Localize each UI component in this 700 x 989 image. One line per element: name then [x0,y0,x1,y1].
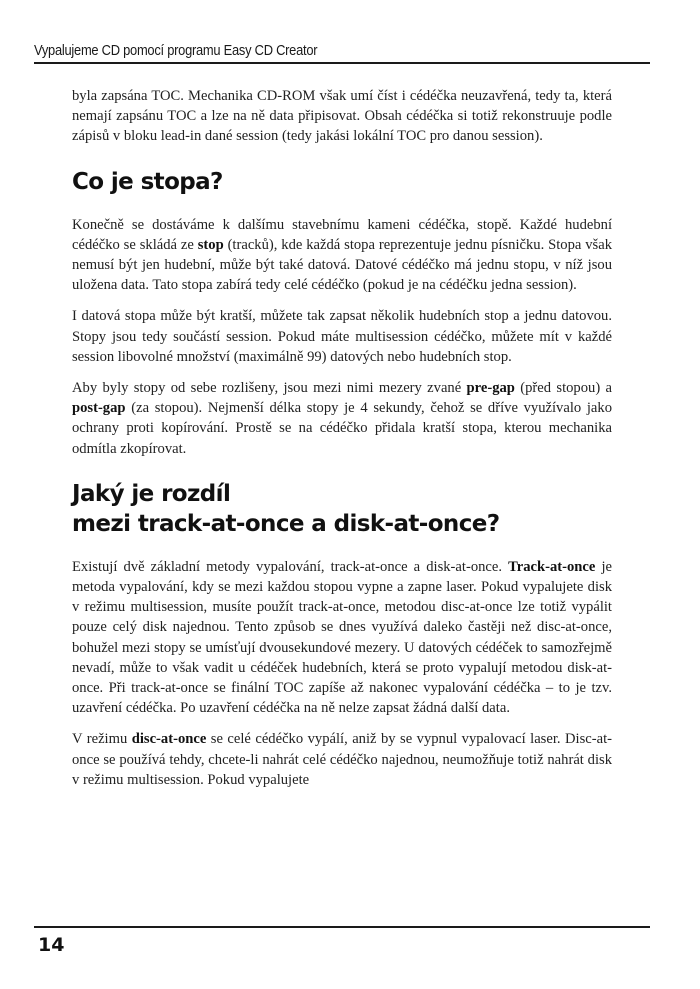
text-run: V režimu [72,731,132,748]
section-heading: Co je stopa? [72,168,223,195]
text-run: Konečně se dostáváme k dalšímu stavebnímu kameni cédéčka, stopě. Každé hudební cédéčko se skládá ze [72,216,612,253]
text-run: Existují dvě základní metody vypalování, track-at-once a disk-at-once. [72,558,509,575]
bold-term: post-gap [72,400,126,417]
paragraph: byla zapsána TOC. Mechanika CD-ROM však umí číst i cédéčka neuzavřená, tedy ta, která nemají zapsánu TOC a lze na ně data připisovat. Obsah cédéčka si totiž rekonstruuje podle zápisů v bloku lead-in dané session (tedy jakási lokální TOC pro danou session). [72,88,612,145]
section-heading [72,479,612,539]
bold-term: disc-at-once [131,731,207,748]
bold-term: Track-at-once [508,558,596,575]
paragraph [72,378,612,459]
text-run: se celé cédéčko vypálí, aniž by se vypnul vypalovací laser. Disc-at-once se používá tehdy, chcete-li nahrát celé cédéčko najednou, neumožňuje totiž nahrát disk v režimu multisession. Pokud vypalujete [72,731,613,788]
heading-line: Jaký je rozdíl [72,480,231,507]
text-run: (tracků), kde každá stopa reprezentuje jednu písničku. Stopa však nemusí být jen hudební, může být také datová. Datové cédéčko má jednu stopu, v níž jsou uložena data. Tato stopa zabírá tedy celé cédéčko (pokud je na cédéčku jedna session). [72,236,612,294]
running-header [34,36,650,64]
text-run: (za stopou). Nejmenší délka stopy je 4 sekundy, čehož se dříve využívalo jako ochrany proti kopírování. Prostě se na cédéčko přidala kratší stopa, kterou mechanika odmítla zkopírovat. [72,400,612,457]
paragraph [72,557,612,719]
text-run: (před stopou) a [514,380,612,397]
paragraph: I datová stopa může být kratší, můžete tak zapsat několik hudebních stop a jednu datovou. Stopy jsou tedy součástí session. Pokud máte multisession cédéčko, můžete mít v každé session libovolné množství (maximálně 99) datových nebo hudebních stop. [72,308,612,365]
heading-line: mezi track-at-once a disk-at-once? [72,510,500,537]
text-run: Aby byly stopy od sebe rozlišeny, jsou mezi nimi mezery zvané [72,380,467,397]
footer-rule [34,926,650,928]
text-run: je metoda vypalování, kdy se mezi každou stopou vypne a zapne laser. Pokud vypalujete disk v režimu multisession, musíte použít track-at-once, metodou disc-at-once lze totiž vypálit pouze celý disk najednou. Tento způsob se dnes využívá daleko častěji než disc-at-once, bohužel mezi stopy se umísťují dvousekundové mezery. U datových cédéček to samozřejmě nevadí, může to však vadit u cédéček hudebních, která se proto vypalují metodou disk-at-once. Při track-at-once se finální TOC zapíše až nakonec vypalování cédéčka – to je tzv. uzavření cédéčka. Po uzavření cédéčka na ně nelze zapsat žádná další data. [72,558,612,717]
page-body [72,86,612,801]
page-number: 14 [38,934,65,956]
paragraph [72,215,612,296]
paragraph [72,729,612,790]
bold-term: stop [197,236,224,253]
bold-term: pre-gap [466,380,515,397]
running-header-title: Vypalujeme CD pomocí programu Easy CD Creator [34,42,318,59]
